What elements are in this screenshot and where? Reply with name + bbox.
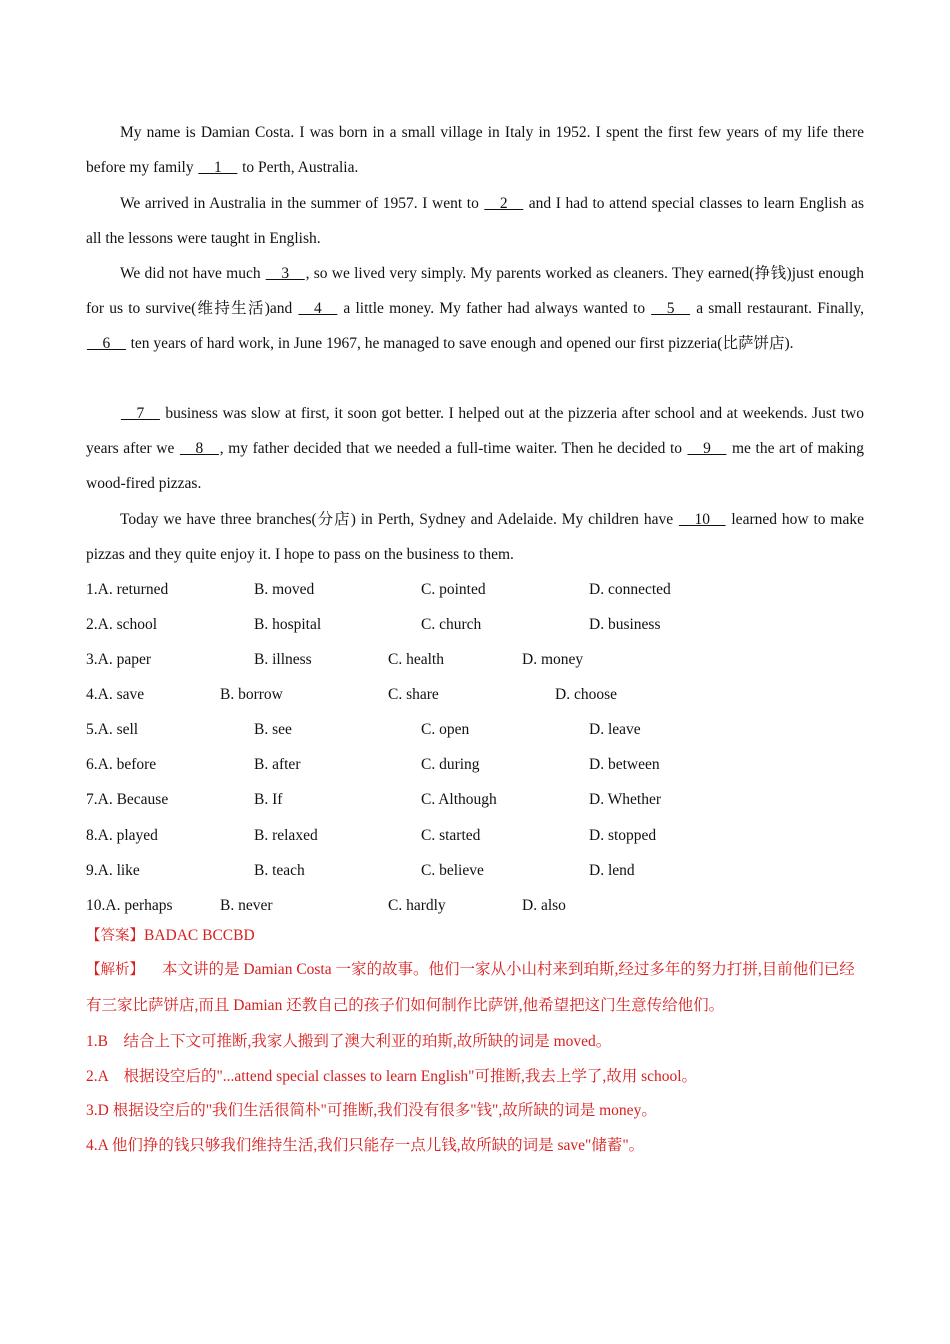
option-a: 4.A. save — [86, 686, 145, 703]
paragraph-text: to Perth, Australia. — [238, 159, 359, 176]
option-a: 9.A. like — [86, 862, 140, 879]
paragraph-text: We did not have much — [120, 265, 265, 282]
blank-4: __4__ — [298, 300, 338, 317]
option-b: B. never — [220, 897, 273, 914]
option-c: C. church — [421, 616, 482, 633]
blank-3: __3__ — [265, 265, 305, 282]
paragraph-text: We arrived in Australia in the summer of 1957. I went to — [120, 195, 484, 212]
option-b: B. moved — [254, 581, 315, 598]
blank-6: __6__ — [87, 335, 126, 352]
option-a: 8.A. played — [86, 827, 158, 844]
option-b: B. hospital — [254, 616, 322, 633]
question-options-6 — [86, 747, 866, 782]
question-options-5 — [86, 712, 866, 747]
paragraph-text: My name is Damian Costa. I was born in a small village in Italy in 1952. I spent the first few years of my life there before my family — [86, 124, 864, 176]
option-c: C. during — [421, 756, 480, 773]
question-options-1 — [86, 572, 866, 607]
paragraph-text: , my father decided that we needed a full-time waiter. Then he decided to — [219, 440, 687, 457]
paragraph-text: me the art of making wood-fired pizzas. — [86, 440, 865, 492]
question-options-4 — [86, 677, 866, 712]
answer-line — [86, 918, 876, 954]
passage-paragraph-4 — [86, 396, 864, 501]
paragraph-text: a small restaurant. Finally, — [691, 300, 864, 317]
analysis-summary — [86, 952, 864, 1023]
paragraph-text: business was slow at first, it soon got better. I helped out at the pizzeria after school and at weekends. Just two years after we — [86, 405, 864, 457]
analysis-item-4: 4.A 他们挣的钱只够我们维持生活,我们只能存一点儿钱,故所缺的词是 save"储蓄"。 — [86, 1137, 645, 1154]
option-d: D. connected — [589, 581, 671, 598]
option-b: B. after — [254, 756, 301, 773]
option-c: C. Although — [421, 791, 497, 808]
option-c: C. share — [388, 686, 439, 703]
analysis-text: 本文讲的是 Damian Costa 一家的故事。他们一家从小山村来到珀斯,经过多年的努力打拼,目前他们已经有三家比萨饼店,而且 Damian 还教自己的孩子们如何制作比萨饼,他希望把这门生意传给他们。 — [86, 961, 855, 1014]
option-d: D. choose — [555, 686, 617, 703]
analysis-item-2: 2.A 根据设空后的"...attend special classes to learn English"可推断,我去上学了,故用 school。 — [86, 1068, 698, 1085]
option-c: C. health — [388, 651, 444, 668]
option-a: 1.A. returned — [86, 581, 169, 598]
option-b: B. teach — [254, 862, 305, 879]
passage-paragraph-3 — [86, 256, 864, 361]
paragraph-text: , so we lived very simply. My parents worked as cleaners. They earned(挣钱)just enough for us to survive(维持生活)and — [86, 265, 864, 317]
blank-1: __1__ — [198, 159, 238, 176]
option-d: D. stopped — [589, 827, 657, 844]
option-d: D. also — [522, 897, 566, 914]
option-d: D. business — [589, 616, 661, 633]
option-c: C. pointed — [421, 581, 486, 598]
option-a: 10.A. perhaps — [86, 897, 173, 914]
blank-9: __9__ — [687, 440, 727, 457]
option-c: C. believe — [421, 862, 484, 879]
blank-7: __7__ — [121, 405, 160, 422]
answer-tag: 【答案】 — [86, 928, 144, 944]
blank-2: __2__ — [484, 195, 524, 212]
option-b: B. borrow — [220, 686, 283, 703]
option-c: C. hardly — [388, 897, 446, 914]
option-d: D. money — [522, 651, 584, 668]
paragraph-text: learned how to make pizzas and they quite enjoy it. I hope to pass on the business to them. — [86, 511, 864, 563]
option-a: 2.A. school — [86, 616, 158, 633]
option-c: C. started — [421, 827, 481, 844]
analysis-item-3: 3.D 根据设空后的"我们生活很简朴"可推断,我们没有很多"钱",故所缺的词是 money。 — [86, 1102, 657, 1119]
option-d: D. between — [589, 756, 660, 773]
question-options-7 — [86, 782, 866, 817]
option-d: D. lend — [589, 862, 635, 879]
paragraph-text: Today we have three branches(分店) in Perth, Sydney and Adelaide. My children have — [120, 511, 678, 528]
option-b: B. see — [254, 721, 292, 738]
paragraph-text: a little money. My father had always wanted to — [338, 300, 651, 317]
question-options-8 — [86, 818, 866, 853]
option-b: B. If — [254, 791, 283, 808]
option-c: C. open — [421, 721, 470, 738]
blank-5: __5__ — [651, 300, 691, 317]
option-d: D. leave — [589, 721, 641, 738]
option-b: B. illness — [254, 651, 312, 668]
option-a: 7.A. Because — [86, 791, 169, 808]
analysis-item-1: 1.B 结合上下文可推断,我家人搬到了澳大利亚的珀斯,故所缺的词是 moved。 — [86, 1033, 612, 1050]
question-options-2 — [86, 607, 866, 642]
blank-10: __10__ — [678, 511, 726, 528]
option-a: 3.A. paper — [86, 651, 151, 668]
passage-paragraph-2 — [86, 186, 864, 256]
blank-8: __8__ — [179, 440, 219, 457]
option-a: 6.A. before — [86, 756, 157, 773]
question-options-9 — [86, 853, 866, 888]
paragraph-text: ten years of hard work, in June 1967, he managed to save enough and opened our first pizzeria(比萨饼店). — [126, 335, 794, 352]
question-options-3 — [86, 642, 866, 677]
passage-paragraph-5 — [86, 502, 864, 572]
paragraph-text: and I had to attend special classes to learn English as all the lessons were taught in English. — [86, 195, 864, 247]
option-a: 5.A. sell — [86, 721, 139, 738]
option-d: D. Whether — [589, 791, 662, 808]
option-b: B. relaxed — [254, 827, 318, 844]
passage-paragraph-1 — [86, 115, 864, 185]
answer-value: BADAC BCCBD — [144, 927, 255, 944]
analysis-tag: 【解析】 — [86, 962, 144, 978]
